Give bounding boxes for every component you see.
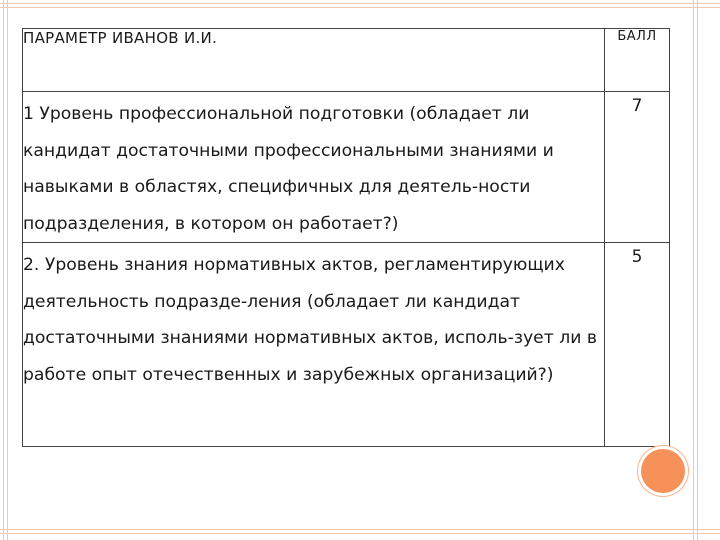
score-cell: 5 (605, 243, 670, 447)
criterion-text: кандидат достаточными профессиональными знаниями и (23, 140, 554, 161)
frame-line (0, 529, 720, 530)
table-header-row (23, 29, 670, 92)
table-row (23, 92, 670, 243)
header-score: БАЛЛ (605, 29, 670, 92)
criterion-cell (23, 92, 605, 243)
criterion-text: деятельность подразде-ления (обладает ли кандидат (23, 291, 521, 312)
criterion-text: подразделения, в котором он работает?) (23, 213, 399, 234)
frame-line (0, 533, 720, 534)
frame-line (3, 0, 4, 540)
frame-line (7, 0, 8, 540)
frame-line (697, 0, 698, 540)
header-param: ПАРАМЕТР ИВАНОВ И.И. (23, 29, 605, 92)
frame-line (0, 7, 720, 8)
frame-line (0, 3, 720, 4)
decorative-circle (641, 449, 685, 493)
criterion-text: достаточными знаниями нормативных актов, исполь-зует ли в (23, 328, 597, 348)
criterion-text: 2. Уровень знания нормативных актов, регламентирующих (23, 255, 565, 275)
score-cell: 7 (605, 92, 670, 243)
evaluation-table (22, 28, 670, 447)
criterion-text: навыками в областях, специфичных для деятель-ности (23, 177, 531, 197)
frame-line (693, 0, 694, 540)
criterion-text: 1 Уровень профессиональной подготовки (обладает ли (23, 104, 530, 124)
criterion-text: работе опыт отечественных и зарубежных организаций?) (23, 364, 554, 385)
criterion-cell (23, 243, 605, 447)
table-row (23, 243, 670, 447)
